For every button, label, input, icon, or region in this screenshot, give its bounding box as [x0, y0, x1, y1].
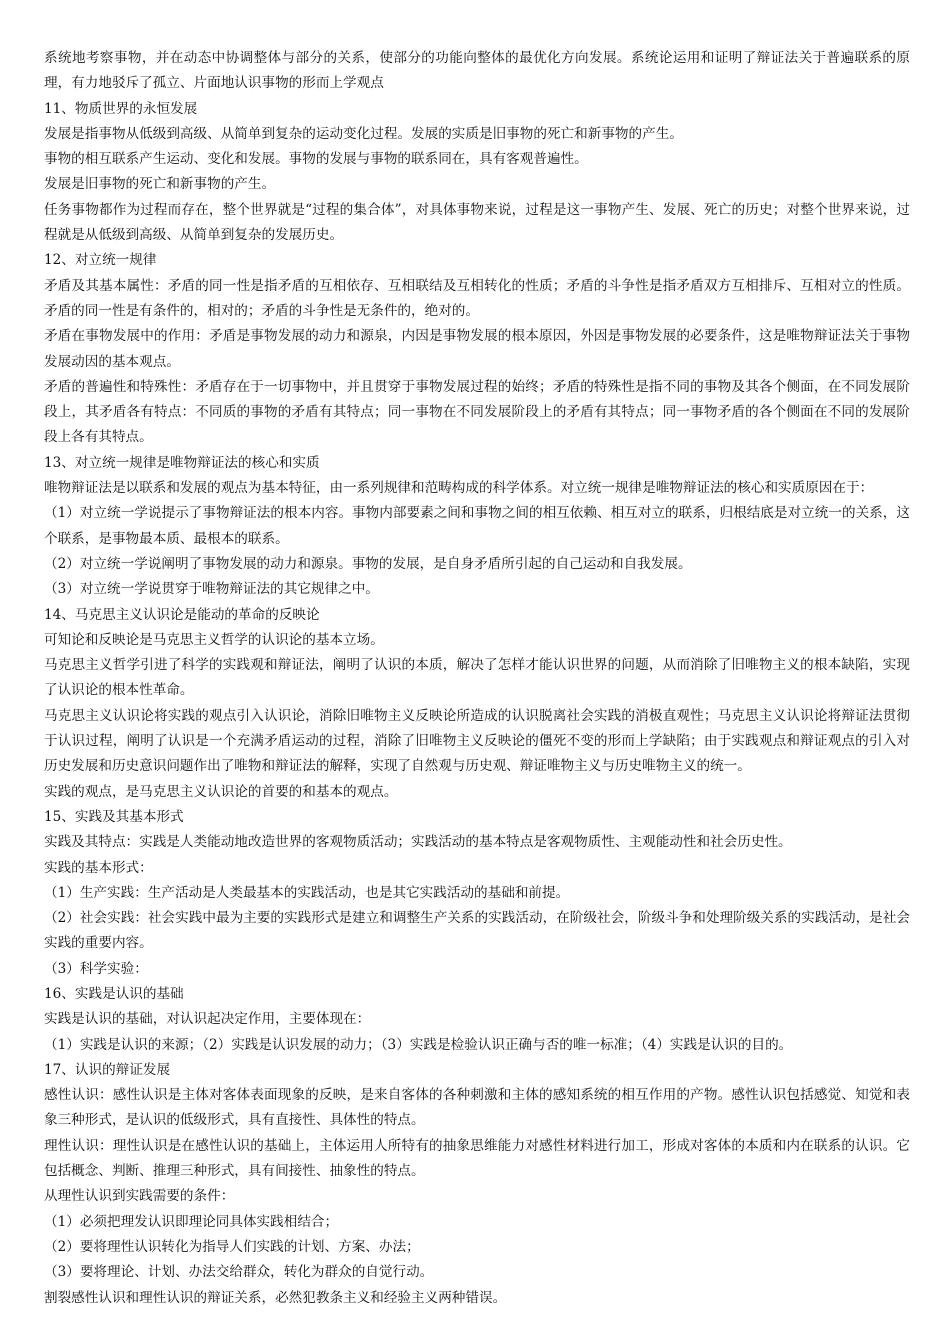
paragraph: 理性认识：理性认识是在感性认识的基础上，主体运用人所特有的抽象思维能力对感性材料进行加工，形成对客体的本质和内在联系的认识。它包括概念、判断、推理三种形式，具有间接性、抽象性的特点。	[44, 1137, 910, 1180]
paragraph: 系统地考察事物，并在动态中协调整体与部分的关系，使部分的功能向整体的最优化方向发展。系统论运用和证明了辩证法关于普遍联系的原理，有力地驳斥了孤立、片面地认识事物的形而上学观点	[44, 50, 910, 92]
list-item: （3）科学实验：	[44, 960, 148, 977]
list-item: （1）实践是认识的来源；（2）实践是认识发展的动力；（3）实践是检验认识正确与否的唯一标准；（4）实践是认识的目的。	[44, 1036, 793, 1053]
paragraph: 马克思主义哲学引进了科学的实践观和辩证法，阐明了认识的本质，解决了怎样才能认识世界的问题，从而消除了旧唯物主义的根本缺陷，实现了认识论的根本性革命。	[44, 657, 910, 699]
paragraph: 感性认识：感性认识是主体对客体表面现象的反映，是来自客体的各种刺激和主体的感知系统的相互作用的产物。感性认识包括感觉、知觉和表象三种形式，是认识的低级形式，具有直接性、具体性的特点。	[44, 1087, 910, 1129]
section-heading: 16、实践是认识的基础	[44, 985, 184, 1002]
paragraph: 唯物辩证法是以联系和发展的观点为基本特征，由一系列规律和范畴构成的科学体系。对立统一规律是唯物辩证法的核心和实质原因在于：	[44, 480, 874, 497]
list-item: （2）社会实践：社会实践中最为主要的实践形式是建立和调整生产关系的实践活动，在阶级社会，阶级斗争和处理阶级关系的实践活动，是社会实践的重要内容。	[44, 910, 910, 952]
paragraph: 矛盾及其基本属性：矛盾的同一性是指矛盾的互相依存、互相联结及互相转化的性质；矛盾的斗争性是指矛盾双方互相排斥、互相对立的性质。矛盾的同一性是有条件的，相对的；矛盾的斗争性是无条件的，绝对的。	[44, 277, 910, 319]
list-item: （2）要将理性认识转化为指导人们实践的计划、方案、办法；	[44, 1238, 420, 1255]
list-item: （1）生产实践：生产活动是人类最基本的实践活动，也是其它实践活动的基础和前提。	[44, 884, 570, 901]
section-heading: 13、对立统一规律是唯物辩证法的核心和实质	[44, 454, 320, 471]
section-heading: 15、实践及其基本形式	[44, 808, 184, 825]
list-item: （2）对立统一学说阐明了事物发展的动力和源泉。事物的发展，是自身矛盾所引起的自己运动和自我发展。	[44, 555, 692, 572]
paragraph: 矛盾在事物发展中的作用：矛盾是事物发展的动力和源泉，内因是事物发展的根本原因，外因是事物发展的必要条件，这是唯物辩证法关于事物发展动因的基本观点。	[44, 328, 910, 370]
list-item: （3）对立统一学说贯穿于唯物辩证法的其它规律之中。	[44, 581, 379, 598]
paragraph: 割裂感性认识和理性认识的辩证关系，必然犯教条主义和经验主义两种错误。	[44, 1289, 507, 1306]
paragraph: 可知论和反映论是马克思主义哲学的认识论的基本立场。	[44, 631, 384, 648]
paragraph: 发展是旧事物的死亡和新事物的产生。	[44, 176, 276, 193]
paragraph: 实践及其特点：实践是人类能动地改造世界的客观物质活动；实践活动的基本特点是客观物质性、主观能动性和社会历史性。	[44, 834, 792, 851]
paragraph: 事物的相互联系产生运动、变化和发展。事物的发展与事物的联系同在，具有客观普遍性。	[44, 151, 588, 168]
section-heading: 12、对立统一规律	[44, 252, 157, 269]
section-heading: 14、马克思主义认识论是能动的革命的反映论	[44, 606, 320, 623]
paragraph: 实践的观点，是马克思主义认识论的首要的和基本的观点。	[44, 783, 398, 800]
paragraph: 实践的基本形式：	[44, 859, 153, 876]
paragraph: 从理性认识到实践需要的条件：	[44, 1188, 235, 1205]
section-heading: 17、认识的辩证发展	[44, 1061, 171, 1078]
document-page	[44, 46, 910, 1311]
list-item: （1）必须把理发认识即理论同具体实践相结合；	[44, 1213, 339, 1230]
paragraph: 实践是认识的基础，对认识起决定作用，主要体现在：	[44, 1011, 371, 1028]
paragraph: 任务事物都作为过程而存在，整个世界就是“过程的集合体”，对具体事物来说，过程是这一事物产生、发展、死亡的历史；对整个世界来说，过程就是从低级到高级、从简单到复杂的发展历史。	[44, 201, 910, 244]
paragraph: 马克思主义认识论将实践的观点引入认识论，消除旧唯物主义反映论所造成的认识脱离社会实践的消极直观性；马克思主义认识论将辩证法贯彻于认识过程，阐明了认识是一个充满矛盾运动的过程，消除了旧唯物主义反映论的僵死不变的形而上学缺陷；由于实践观点和辩证观点的引入对历史发展和历史意识问题作出了唯物和辩证法的解释，实现了自然观与历史观、辩证唯物主义与历史唯物主义的统一。	[44, 707, 910, 775]
paragraph: 发展是指事物从低级到高级、从简单到复杂的运动变化过程。发展的实质是旧事物的死亡和新事物的产生。	[44, 125, 683, 142]
list-item: （3）要将理论、计划、办法交给群众，转化为群众的自觉行动。	[44, 1264, 434, 1281]
list-item: （1）对立统一学说提示了事物辩证法的根本内容。事物内部要素之间和事物之间的相互依赖、相互对立的联系，归根结底是对立统一的关系，这个联系，是事物最本质、最根本的联系。	[44, 505, 910, 547]
paragraph: 矛盾的普遍性和特殊性：矛盾存在于一切事物中，并且贯穿于事物发展过程的始终；矛盾的特殊性是指不同的事物及其各个侧面，在不同发展阶段上，其矛盾各有特点：不同质的事物的矛盾有其特点；同一事物在不同发展阶段上的矛盾有其特点；同一事物矛盾的各个侧面在不同的发展阶段上各有其特点。	[44, 378, 910, 446]
section-heading: 11、物质世界的永恒发展	[44, 100, 198, 117]
